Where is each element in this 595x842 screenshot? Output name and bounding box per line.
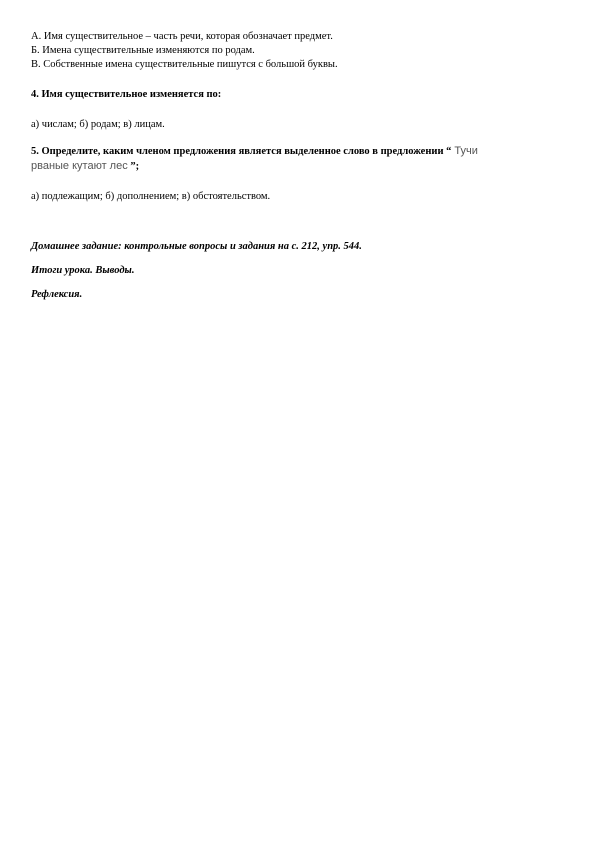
statement-b: Б. Имена существительные изменяются по родам. (31, 45, 255, 56)
question-5-text: 5. Определите, каким членом предложения является выделенное слово в предложении “ (31, 146, 452, 157)
quote-text-part2: рваные кутают лес (31, 160, 128, 172)
quote-text-part1: Тучи (451, 145, 478, 157)
question-5-continued (31, 160, 139, 173)
question-5 (31, 145, 478, 158)
statement-c: В. Собственные имена существительные пишутся с большой буквы. (31, 59, 338, 70)
lesson-summary: Итоги урока. Выводы. (31, 265, 135, 276)
question-4: 4. Имя существительное изменяется по: (31, 89, 222, 100)
question-4-answers: а) числам; б) родам; в) лицам. (31, 119, 165, 130)
reflection: Рефлексия. (31, 289, 83, 300)
question-5-end: ”; (127, 161, 140, 172)
question-5-answers: а) подлежащим; б) дополнением; в) обстоятельством. (31, 191, 271, 202)
homework: Домашнее задание: контрольные вопросы и задания на с. 212, упр. 544. (31, 241, 362, 252)
statement-a: А. Имя существительное – часть речи, которая обозначает предмет. (31, 31, 333, 42)
